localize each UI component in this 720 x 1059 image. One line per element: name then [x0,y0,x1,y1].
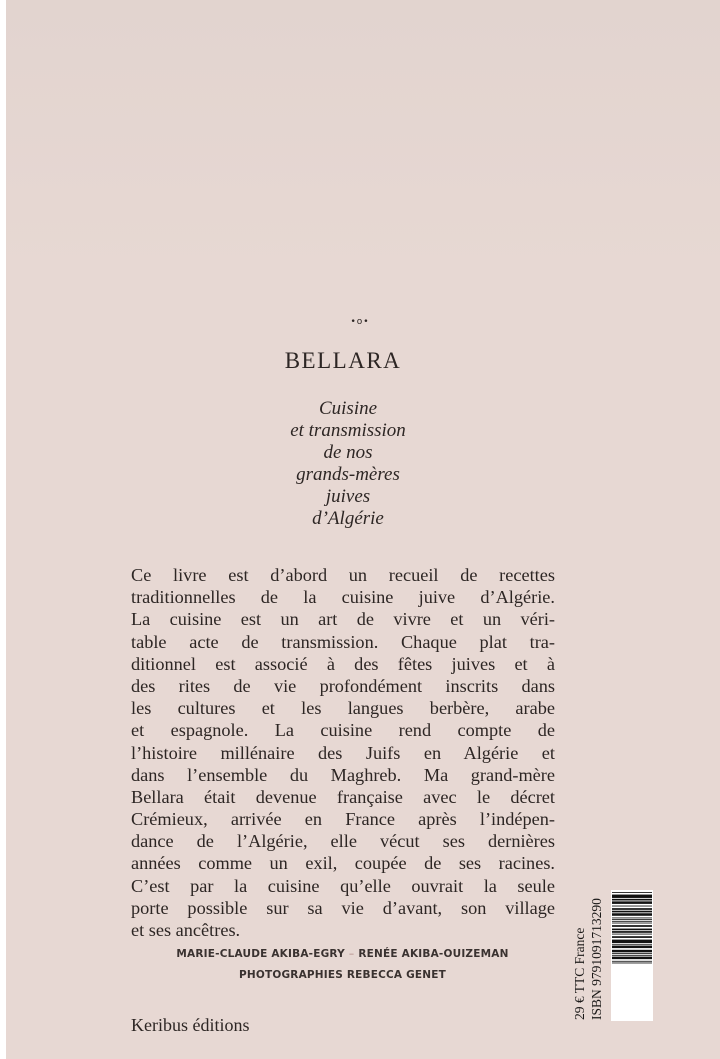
subtitle-line: Cuisine [318,398,378,419]
barcode-bar [612,961,652,962]
barcode-bar [612,906,652,907]
subtitle-line: d’Algérie [312,508,384,529]
book-blurb [131,564,555,941]
subtitle-line: de nos [323,442,373,463]
barcode-bar [612,908,652,910]
blurb-line: et espagnole. La cuisine rend compte de [131,720,555,741]
blurb-line: Ce livre est d’abord un recueil de recettes [131,565,555,585]
barcode-bar [612,946,652,949]
blurb-line: La cuisine est un art de vivre et un véri- [131,609,555,630]
isbn-barcode [611,890,653,1021]
blurb-line: table acte de transmission. Chaque plat tra- [131,631,555,652]
blurb-line: et ses ancêtres. [131,920,241,940]
barcode-bar [612,929,652,931]
blurb-line: C’est par la cuisine qu’elle ouvrait la seule [131,875,555,896]
barcode-bar [612,918,652,919]
barcode-bar [612,913,652,916]
price-label: 29 € TTC France [572,927,587,1020]
barcode-bar [612,963,652,964]
subtitle-line: et transmission [290,420,406,441]
blurb-line: Bellara était devenue française avec le décret [131,786,555,807]
cover-top-area [6,0,720,270]
isbn-label: ISBN 9791091713290 [589,898,604,1020]
blurb-line: des rites de vie profondément inscrits dans [131,675,555,696]
blurb-line: l’histoire millénaire des Juifs en Algérie et [131,742,555,763]
barcode-bar [612,953,652,954]
author-separator: – [348,948,355,960]
book-subtitle [0,398,696,530]
barcode-bar [612,892,652,893]
barcode-bar [612,950,652,953]
author-name: MARIE-CLAUDE AKIBA-EGRY [176,948,345,960]
barcode-bar [612,925,652,927]
blurb-line: dans l’ensemble du Maghreb. Ma grand-mère [131,764,555,785]
barcode-bar [612,931,652,933]
barcode-bar [612,934,652,935]
ornament-dots: •o• [350,317,370,327]
book-title: BELLARA [284,348,402,373]
blurb-line: les cultures et les langues berbère, arabe [131,698,555,719]
authors-line [130,948,555,960]
subtitle-line: juives [325,486,371,507]
photographer-credit: PHOTOGRAPHIES REBECCA GENET [238,969,447,981]
barcode-bar [612,944,652,945]
barcode-bar [612,895,652,898]
barcode-bar [612,957,652,960]
barcode-bar [612,899,652,901]
barcode-bar [612,911,652,913]
barcode-bar [612,955,652,956]
author-name: RENÉE AKIBA-OUIZEMAN [358,948,509,960]
blurb-line: Crémieux, arrivée en France après l’indépen- [131,809,555,830]
subtitle-line: grands-mères [296,464,400,485]
barcode-bar [612,919,652,920]
blurb-line: traditionnelles de la cuisine juive d’Algérie. [131,587,555,608]
barcode-bar [612,940,652,943]
blurb-line: ditionnel est associé à des fêtes juives et à [131,653,555,674]
barcode-bar [612,921,652,922]
publisher-name: Keribus éditions [131,1015,250,1035]
barcode-bar [612,923,652,924]
blurb-line: années comme un exil, coupée de ses racines. [131,853,555,874]
blurb-line: porte possible sur sa vie d’avant, son village [131,897,555,918]
blurb-line: dance de l’Algérie, elle vécut ses dernières [131,831,555,852]
barcode-bar [612,936,652,938]
barcode-bar [612,901,652,904]
